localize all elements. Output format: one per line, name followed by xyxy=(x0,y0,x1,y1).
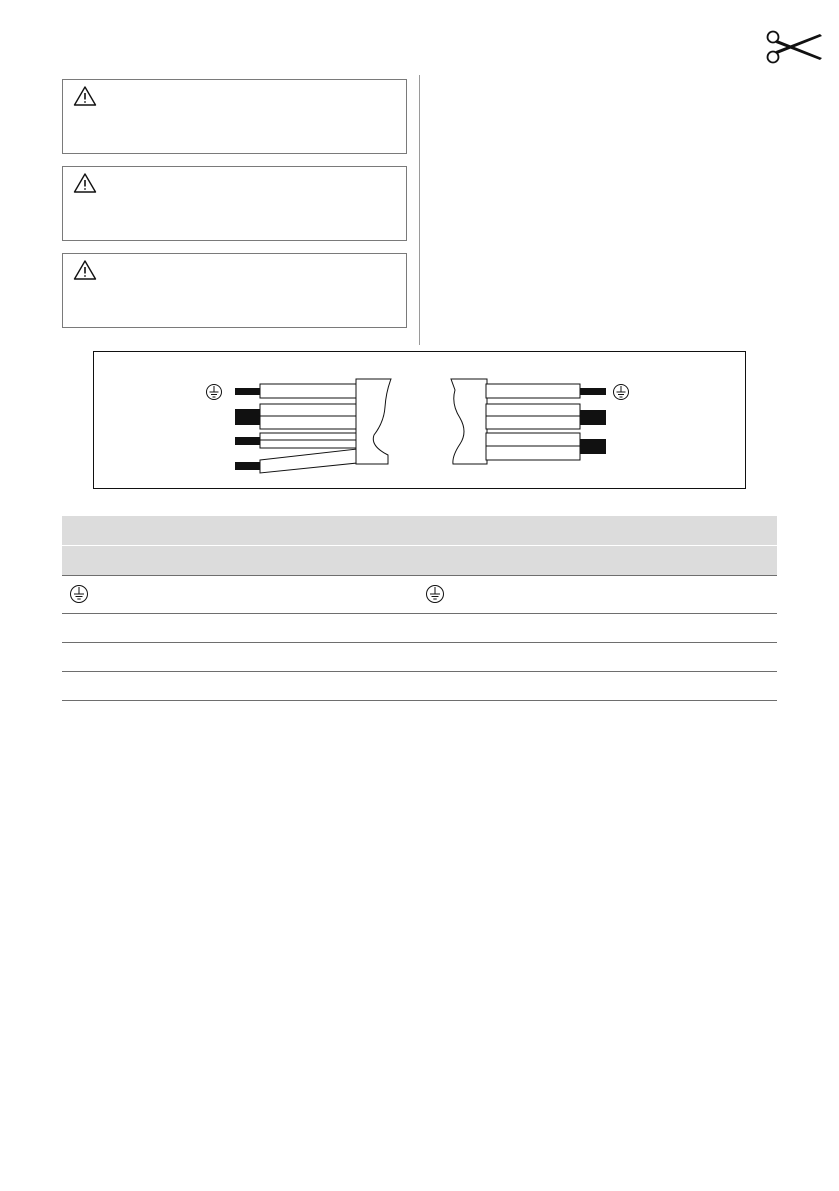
warning-box-3 xyxy=(62,253,407,328)
table-header-cell xyxy=(62,516,419,545)
wire-core xyxy=(235,462,262,470)
wire-core xyxy=(235,388,262,395)
table-header-cell xyxy=(419,546,777,575)
table-cell xyxy=(419,576,777,613)
cable-sheath xyxy=(356,379,391,464)
ground-symbol-icon xyxy=(69,584,89,604)
table-cell xyxy=(419,672,777,700)
warning-box-2 xyxy=(62,166,407,241)
wire-core xyxy=(235,409,262,425)
left-cable xyxy=(207,379,392,473)
wire-insulation xyxy=(260,449,357,473)
table-cell xyxy=(419,614,777,642)
wire-insulation xyxy=(260,384,357,398)
table-cell xyxy=(62,576,419,613)
wire-core xyxy=(580,439,606,454)
table-header-row xyxy=(62,546,777,576)
column-divider xyxy=(419,75,420,345)
warning-triangle-icon xyxy=(73,172,97,194)
ground-symbol-icon xyxy=(425,584,445,604)
right-cable xyxy=(451,379,629,464)
wire-core xyxy=(580,410,606,425)
table-cell xyxy=(419,643,777,671)
wiring-table xyxy=(62,516,777,701)
ground-symbol-icon xyxy=(614,385,629,400)
ground-symbol-icon xyxy=(207,385,222,400)
table-cell xyxy=(62,614,419,642)
table-row xyxy=(62,576,777,614)
table-cell xyxy=(62,643,419,671)
warning-box-1 xyxy=(62,79,407,154)
warning-triangle-icon xyxy=(73,85,97,107)
wire-insulation xyxy=(486,384,580,398)
wiring-diagram xyxy=(93,351,746,489)
table-header-cell xyxy=(419,516,777,545)
scissors-icon xyxy=(766,30,824,64)
wire-core xyxy=(235,437,262,445)
table-row xyxy=(62,672,777,701)
table-header-cell xyxy=(62,546,419,575)
table-header-row xyxy=(62,516,777,546)
cable-sheath xyxy=(451,379,487,464)
table-row xyxy=(62,614,777,643)
warning-triangle-icon xyxy=(73,259,97,281)
wire-core xyxy=(580,388,606,395)
table-cell xyxy=(62,672,419,700)
table-row xyxy=(62,643,777,672)
